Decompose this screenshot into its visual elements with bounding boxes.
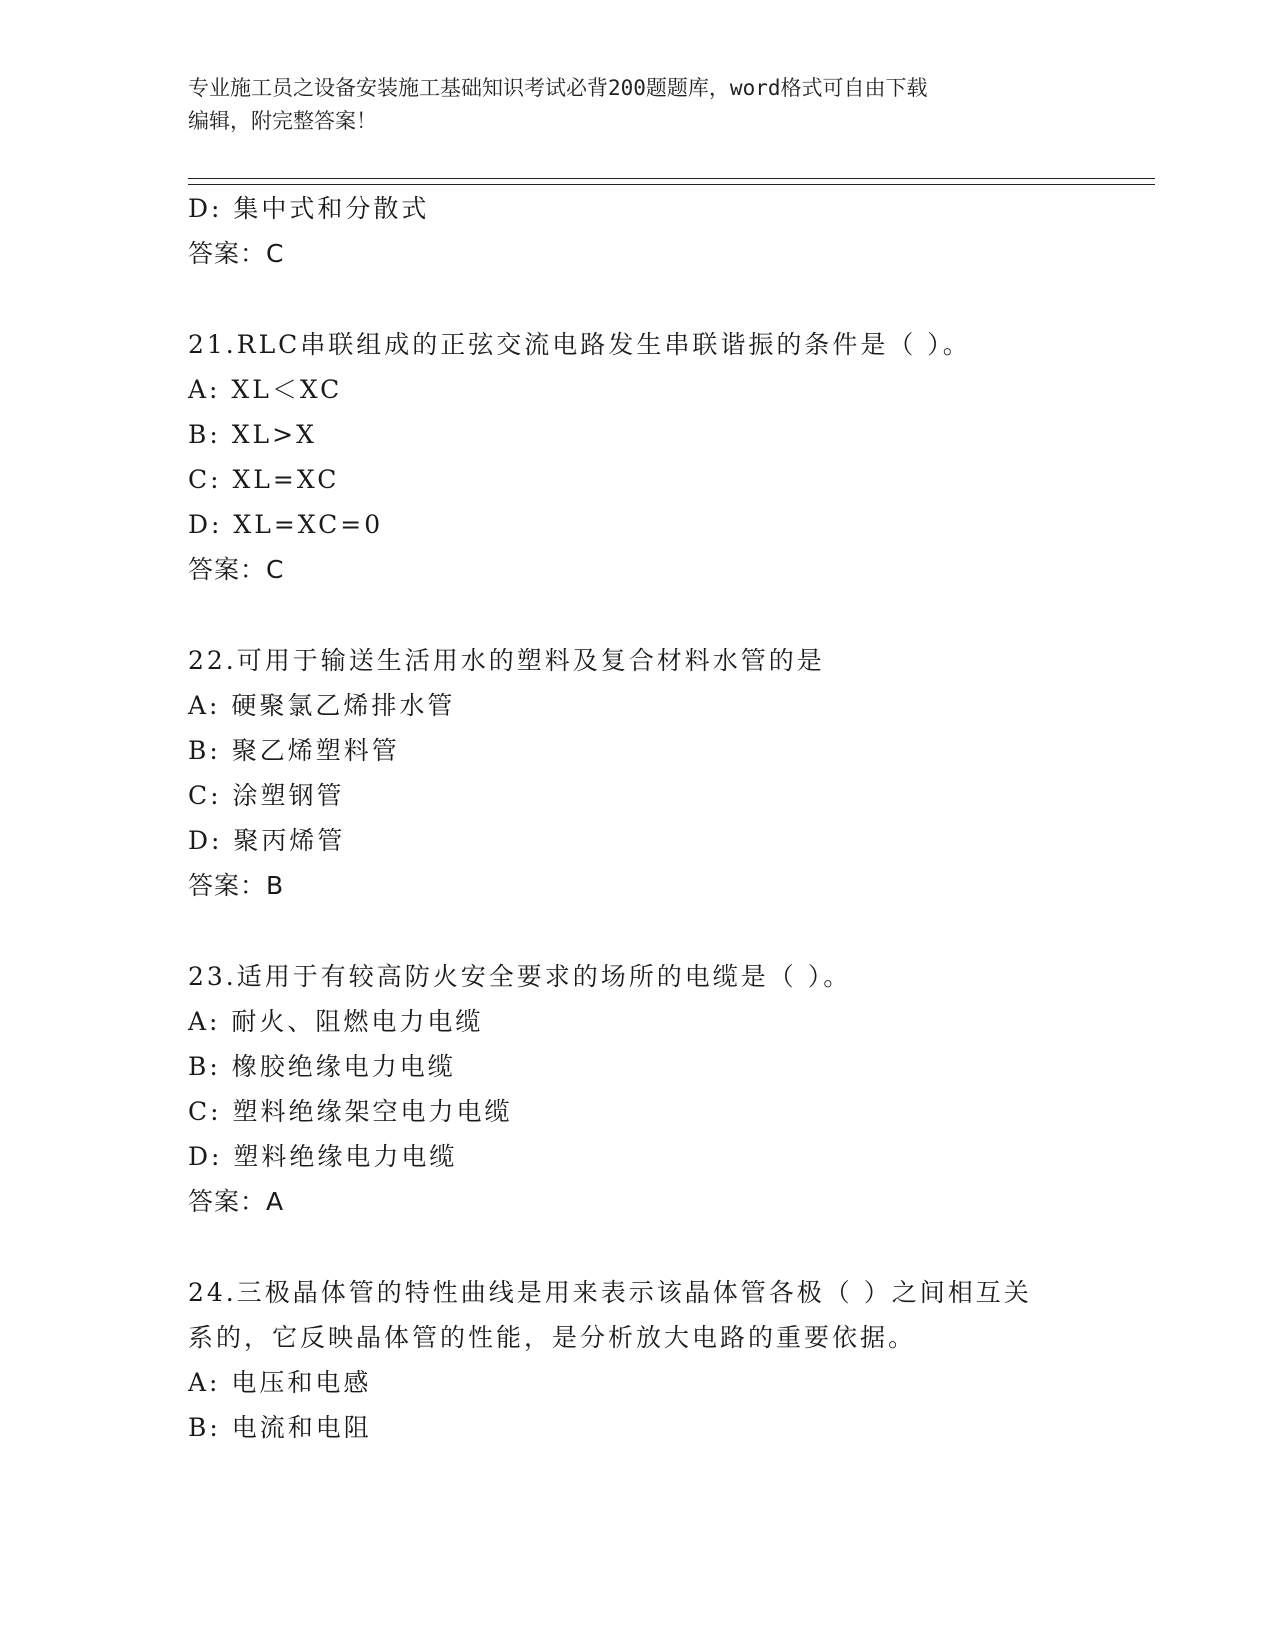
header-rule-top [188,178,1155,179]
option-b: B: 聚乙烯塑料管 [188,736,400,765]
header-rule-bottom [188,184,1155,185]
carryover-option-d: D: 集中式和分散式 [188,194,430,223]
answer: 答案：A [188,1187,285,1216]
question-21 [188,322,1148,592]
option-d: D: 塑料绝缘电力电缆 [188,1142,458,1171]
option-c: C: 塑料绝缘架空电力电缆 [188,1097,513,1126]
option-b: B: 橡胶绝缘电力电缆 [188,1052,456,1081]
question-stem: 21.RLC串联组成的正弦交流电路发生串联谐振的条件是（ ）。 [188,330,971,359]
document-header [188,72,1088,138]
option-b: B: 电流和电阻 [188,1413,372,1442]
carryover-answer: 答案：C [188,239,285,268]
question-stem: 23.适用于有较高防火安全要求的场所的电缆是（ ）。 [188,962,852,991]
question-24 [188,1270,1148,1450]
option-d: D: XL=XC=0 [188,510,384,539]
option-a: A: 电压和电感 [188,1368,372,1397]
question-stem-line-2: 系的，它反映晶体管的性能，是分析放大电路的重要依据。 [188,1323,917,1352]
option-b: B: XL>X [188,420,317,449]
option-a: A: 硬聚氯乙烯排水管 [188,691,456,720]
question-list [188,186,1148,1450]
option-d: D: 聚丙烯管 [188,826,346,855]
header-line-2: 编辑，附完整答案！ [188,109,377,133]
option-c: C: 涂塑钢管 [188,781,345,810]
option-a: A: XL＜XC [188,375,343,404]
answer: 答案：C [188,555,285,584]
option-c: C: XL=XC [188,465,340,494]
question-stem: 22.可用于输送生活用水的塑料及复合材料水管的是 [188,646,825,675]
question-stem-line-1: 24.三极晶体管的特性曲线是用来表示该晶体管各极（ ）之间相互关 [188,1278,1032,1307]
question-23 [188,954,1148,1224]
header-line-1: 专业施工员之设备安装施工基础知识考试必背200题题库，word格式可自由下载 [188,76,928,100]
question-22 [188,638,1148,908]
answer: 答案：B [188,871,285,900]
option-a: A: 耐火、阻燃电力电缆 [188,1007,484,1036]
